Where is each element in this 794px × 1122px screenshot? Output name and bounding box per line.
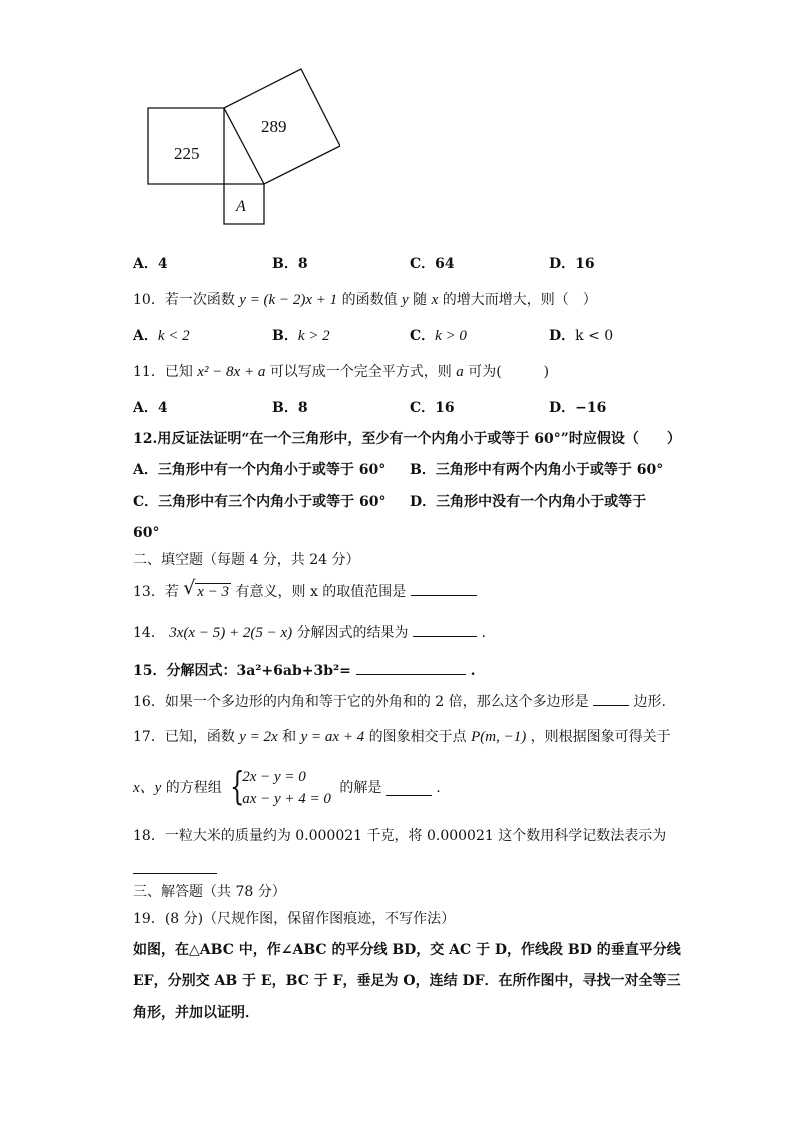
q10-option-a-label: A． xyxy=(133,328,158,344)
q14-expression: 3x(x − 5) + 2(5 − x) xyxy=(169,625,293,641)
square-a-label: A xyxy=(236,198,246,215)
section-2-heading: 二、填空题（每题 4 分，共 24 分） xyxy=(133,552,360,568)
q10-option-a xyxy=(133,326,190,346)
q10-option-d-value: k < 0 xyxy=(575,328,614,344)
q15-end: . xyxy=(470,663,476,679)
q17-system-label: 的方程组 xyxy=(165,780,222,796)
q13-sqrt xyxy=(183,577,231,602)
question-18: 18．一粒大米的质量约为 0.000021 千克，将 0.000021 这个数用科学记数法表示为 xyxy=(133,828,667,844)
q11-text-2: 可为( ) xyxy=(468,364,550,380)
q10-var-x: x xyxy=(431,292,439,308)
q15-answer-blank[interactable] xyxy=(356,660,466,675)
q13-answer-blank[interactable] xyxy=(411,581,477,596)
question-15 xyxy=(133,660,476,681)
q12-option-b: B．三角形中有两个内角小于或等于 60° xyxy=(410,462,664,478)
q17-function-1: y = 2x xyxy=(239,729,278,745)
q17-and: 和 xyxy=(282,729,297,745)
q10-option-b xyxy=(272,326,330,346)
q10-option-c-value: k > 0 xyxy=(435,328,467,344)
q17-point: P(m, −1) xyxy=(471,729,527,745)
q10-text-2: 随 xyxy=(413,292,428,308)
q10-option-c xyxy=(410,326,467,346)
q10-option-b-value: k > 2 xyxy=(297,328,330,344)
section-3-heading: 三、解答题（共 78 分） xyxy=(133,884,286,900)
q10-option-d xyxy=(549,326,613,346)
q16-answer-blank[interactable] xyxy=(593,691,629,706)
question-10 xyxy=(133,290,597,310)
q17-text-1: 的图象相交于点 xyxy=(368,729,467,745)
q9-option-d: D．16 xyxy=(549,256,595,272)
question-14 xyxy=(133,622,486,643)
q17-end: . xyxy=(436,780,441,796)
q17-solution-label: 的解是 xyxy=(339,780,382,796)
q17-text-2: ，则根据图象可得关于 xyxy=(530,729,671,745)
q18-answer-blank[interactable] xyxy=(133,859,217,874)
q10-function: y = (k − 2)x + 1 xyxy=(239,292,338,308)
q12-option-c: C．三角形中有三个内角小于或等于 60° xyxy=(133,494,386,510)
q9-option-c: C．64 xyxy=(410,256,455,272)
q14-end: . xyxy=(481,625,486,641)
q17-function-2: y = ax + 4 xyxy=(300,729,365,745)
question-11 xyxy=(133,362,549,382)
q10-var-y: y xyxy=(402,292,409,308)
q14-text: 分解因式的结果为 xyxy=(296,625,409,641)
q10-option-c-label: C． xyxy=(410,328,436,344)
q12-option-a: A．三角形中有一个内角小于或等于 60° xyxy=(133,462,386,478)
q17-answer-blank[interactable] xyxy=(386,781,432,796)
q12-option-d-continued: 60° xyxy=(133,525,160,541)
q12-option-d: D．三角形中没有一个内角小于或等于 xyxy=(410,494,647,510)
q17-prefix: 17．已知，函数 xyxy=(133,729,235,745)
question-17-line-1 xyxy=(133,727,671,747)
q14-answer-blank[interactable] xyxy=(413,622,477,637)
question-19-line-2: EF，分别交 AB 于 E，BC 于 F，垂足为 O，连结 DF．在所作图中，寻找一对全等三 xyxy=(133,973,681,989)
q17-equation-1: 2x − y = 0 xyxy=(242,769,306,785)
square-289-label: 289 xyxy=(261,117,287,136)
question-17-line-2 xyxy=(133,766,441,810)
question-19-line-3: 角形，并加以证明． xyxy=(133,1005,259,1021)
question-19-line-1: 如图，在△ABC 中，作∠ABC 的平分线 BD，交 AC 于 D，作线段 BD 的垂直平分线 xyxy=(133,942,681,958)
question-16 xyxy=(133,691,666,712)
q16-end: 边形. xyxy=(633,694,666,710)
q11-option-c: C．16 xyxy=(410,400,455,416)
square-225-label: 225 xyxy=(174,144,200,163)
sqrt-sign-icon: √ xyxy=(183,577,196,599)
question-19-header: 19．(8 分)（尺规作图，保留作图痕迹，不写作法） xyxy=(133,911,456,927)
pythagorean-squares-figure xyxy=(140,60,340,230)
q13-prefix: 13．若 xyxy=(133,584,179,600)
question-13 xyxy=(133,577,477,602)
q10-option-b-label: B． xyxy=(272,328,298,344)
q11-option-a: A．4 xyxy=(133,400,168,416)
q11-option-d: D．−16 xyxy=(549,400,607,416)
q9-option-b: B．8 xyxy=(272,256,308,272)
q10-number: 10．若一次函数 xyxy=(133,292,235,308)
q10-text-3: 的增大而增大，则（ ） xyxy=(442,292,597,308)
q15-text: 15．分解因式：3a²+6ab+3b²= xyxy=(133,663,351,679)
q11-text-1: 可以写成一个完全平方式，则 xyxy=(269,364,452,380)
q9-option-a: A．4 xyxy=(133,256,168,272)
q10-option-d-label: D． xyxy=(549,328,576,344)
q11-var-a: a xyxy=(456,364,464,380)
q11-option-b: B．8 xyxy=(272,400,308,416)
q17-equation-2: ax − y + 4 = 0 xyxy=(242,791,331,807)
q17-vars: x、y xyxy=(133,780,162,796)
q11-number: 11．已知 xyxy=(133,364,193,380)
q13-text: 有意义，则 x 的取值范围是 xyxy=(235,584,407,600)
q10-option-a-value: k < 2 xyxy=(157,328,190,344)
left-brace-icon: { xyxy=(230,764,245,808)
q14-number: 14． xyxy=(133,625,165,641)
q11-expression: x² − 8x + a xyxy=(197,364,266,380)
q13-radicand: x − 3 xyxy=(197,584,230,600)
q17-equation-system xyxy=(230,766,331,810)
question-12-stem: 12.用反证法证明“在一个三角形中，至少有一个内角小于或等于 60°”时应假设（ ） xyxy=(133,431,681,447)
q16-text: 16．如果一个多边形的内角和等于它的外角和的 2 倍，那么这个多边形是 xyxy=(133,694,589,710)
q10-text-1: 的函数值 xyxy=(341,292,398,308)
